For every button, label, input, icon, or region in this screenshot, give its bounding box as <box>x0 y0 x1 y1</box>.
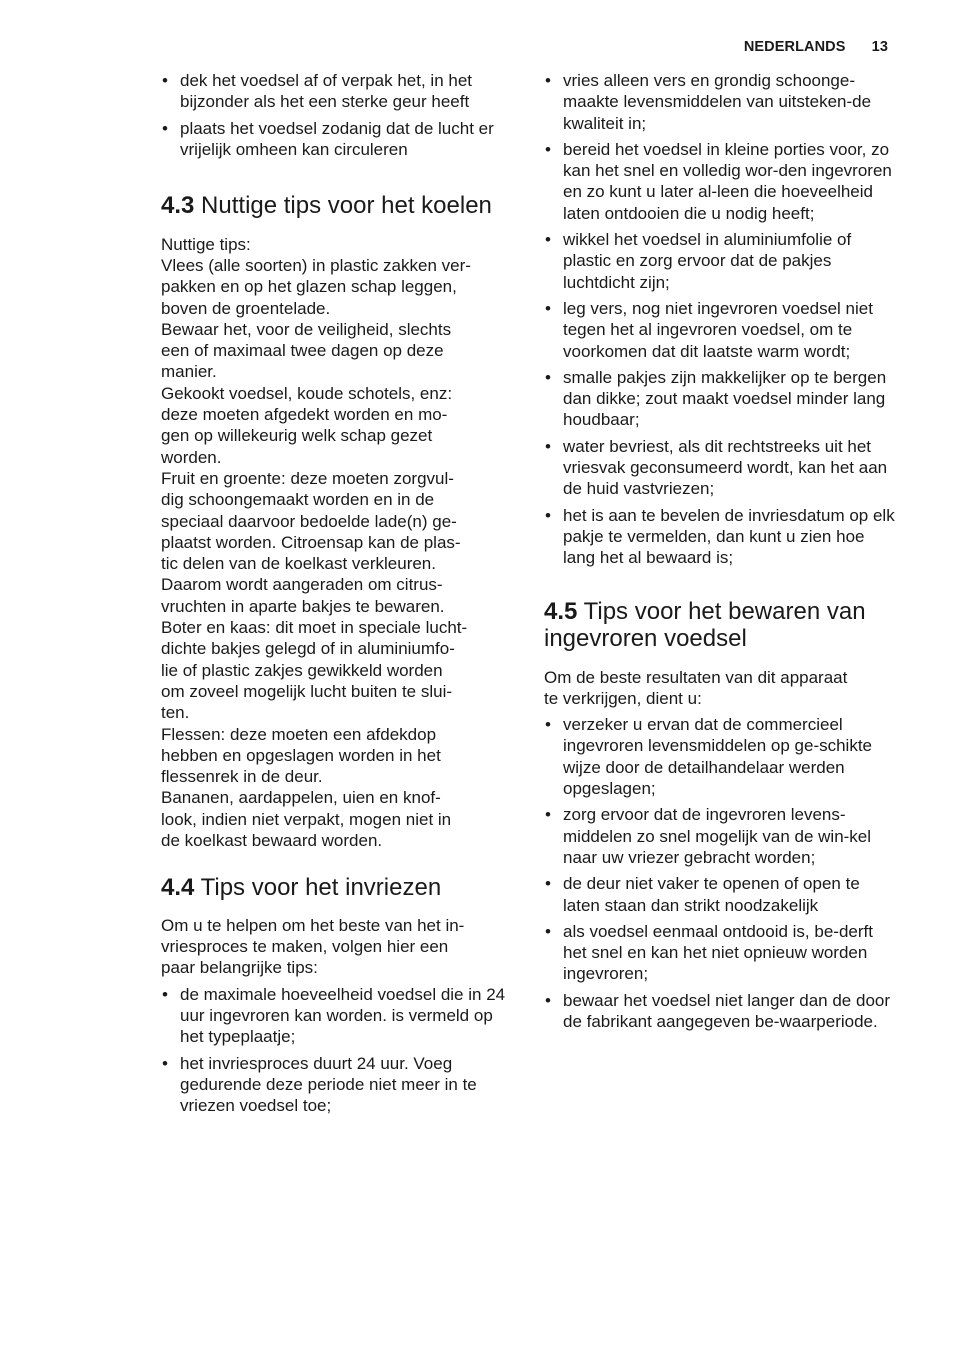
list-item: • zorg ervoor dat de ingevroren levens-middelen zo snel mogelijk van de win-kel naar uw vriezer gebracht worden; <box>544 804 896 868</box>
freezing-tips-list-continued <box>544 70 896 569</box>
list-item: • als voedsel eenmaal ontdooid is, be-derft het snel en kan het niet opnieuw worden ingevroren; <box>544 921 896 985</box>
text-line: pakken en op het glazen schap leggen, <box>161 277 457 297</box>
text-line: vruchten in aparte bakjes te bewaren. <box>161 596 445 616</box>
section-heading-4-5 <box>544 598 896 653</box>
text-line: Bananen, aardappelen, uien en knof- <box>161 788 441 808</box>
text-line: boven de groentelade. <box>161 298 331 318</box>
section-body-4-5 <box>544 667 896 1033</box>
text-line: hebben en opgeslagen worden in het <box>161 745 441 765</box>
text-line: manier. <box>161 362 217 382</box>
section-title: Tips voor het bewaren van ingevroren voedsel <box>544 597 866 653</box>
text-line: lie of plastic zakjes gewikkeld worden <box>161 660 443 680</box>
page-number: 13 <box>871 39 888 55</box>
text-line: paar belangrijke tips: <box>161 958 318 978</box>
text-line: Om u te helpen om het beste van het in- <box>161 915 465 935</box>
list-item: • dek het voedsel af of verpak het, in het bijzonder als het een sterke geur heeft <box>161 70 513 113</box>
list-item: • de deur niet vaker te openen of open te laten staan dan strikt noodzakelijk <box>544 873 896 916</box>
list-item: • water bevriest, als dit rechtstreeks uit het vriesvak geconsumeerd wordt, kan het aan de huid vastvriezen; <box>544 436 896 500</box>
list-item: • plaats het voedsel zodanig dat de lucht er vrijelijk omheen kan circuleren <box>161 118 513 161</box>
text-line: te verkrijgen, dient u: <box>544 688 702 708</box>
text-line: deze moeten afgedekt worden en mo- <box>161 405 448 425</box>
text-line: vriesproces te maken, volgen hier een <box>161 937 449 957</box>
text-line: Flessen: deze moeten een afdekdop <box>161 724 437 744</box>
intro-bullet-list <box>161 70 513 160</box>
text-line: Gekookt voedsel, koude schotels, enz: <box>161 383 453 403</box>
section-number: 4.3 <box>161 192 195 220</box>
text-line: de koelkast bewaard worden. <box>161 831 383 850</box>
section-body-4-3 <box>161 234 513 852</box>
text-line: tic delen van de koelkast verkleuren. <box>161 554 436 574</box>
text-line: een of maximaal twee dagen op deze <box>161 341 444 361</box>
list-item: • leg vers, nog niet ingevroren voedsel niet tegen het al ingevroren voedsel, om te voorkomen dat dit laatste warm wordt; <box>544 298 896 362</box>
text-line: om zoveel mogelijk lucht buiten te slui- <box>161 681 453 701</box>
text-line: Boter en kaas: dit moet in speciale lucht- <box>161 618 468 638</box>
list-item: • wikkel het voedsel in aluminiumfolie of plastic en zorg ervoor dat de pakjes luchtdicht zijn; <box>544 229 896 293</box>
list-item: • het invriesproces duurt 24 uur. Voeg gedurende deze periode niet meer in te vriezen voedsel toe; <box>161 1053 513 1117</box>
text-line: plaatst worden. Citroensap kan de plas- <box>161 532 461 552</box>
text-line: worden. <box>161 447 222 467</box>
section-title: Tips voor het invriezen <box>200 874 442 902</box>
section-title: Nuttige tips voor het koelen <box>201 192 492 220</box>
text-line: dichte bakjes gelegd of in aluminiumfo- <box>161 639 455 659</box>
section-heading-4-4 <box>161 874 513 902</box>
storage-tips-list <box>544 714 896 1032</box>
list-item: • bereid het voedsel in kleine porties voor, zo kan het snel en volledig wor-den ingevroren en zo kunt u later al-leen die hoeveelheid laten ontdooien die u nodig heeft; <box>544 139 896 224</box>
text-line: Fruit en groente: deze moeten zorgvul- <box>161 468 454 488</box>
page-header <box>744 39 888 55</box>
text-line: look, indien niet verpakt, mogen niet in <box>161 809 452 829</box>
text-line: dig schoongemaakt worden en in de <box>161 490 435 510</box>
section-body-4-4 <box>161 915 513 1117</box>
left-column <box>161 70 513 1121</box>
language-label: NEDERLANDS <box>743 39 846 55</box>
text-line: Bewaar het, voor de veiligheid, slechts <box>161 319 452 339</box>
section-number: 4.5 <box>544 597 578 625</box>
list-item: • de maximale hoeveelheid voedsel die in 24 uur ingevroren kan worden. is vermeld op het typeplaatje; <box>161 984 513 1048</box>
list-item: • smalle pakjes zijn makkelijker op te bergen dan dikke; zout maakt voedsel minder lang houdbaar; <box>544 367 896 431</box>
text-line: ten. <box>161 703 190 723</box>
text-line: Nuttige tips: <box>161 234 251 254</box>
section-number: 4.4 <box>161 874 195 902</box>
freezing-tips-list <box>161 984 513 1117</box>
text-line: Om de beste resultaten van dit apparaat <box>544 667 848 687</box>
text-line: gen op willekeurig welk schap gezet <box>161 426 433 446</box>
text-line: Vlees (alle soorten) in plastic zakken ver- <box>161 255 471 275</box>
text-line: Daarom wordt aangeraden om citrus- <box>161 575 443 595</box>
list-item: • bewaar het voedsel niet langer dan de door de fabrikant aangegeven be-waarperiode. <box>544 990 896 1033</box>
list-item: • verzeker u ervan dat de commercieel ingevroren levensmiddelen op ge-schikte wijze door de detailhandelaar werden opgeslagen; <box>544 714 896 799</box>
list-item: • vries alleen vers en grondig schoonge-maakte levensmiddelen van uitsteken-de kwaliteit in; <box>544 70 896 134</box>
section-heading-4-3 <box>161 192 513 220</box>
text-line: speciaal daarvoor bedoelde lade(n) ge- <box>161 511 457 531</box>
right-column <box>544 70 896 1037</box>
text-line: flessenrek in de deur. <box>161 767 323 787</box>
list-item: • het is aan te bevelen de invriesdatum op elk pakje te vermelden, dan kunt u zien hoe lang het al bewaard is; <box>544 505 896 569</box>
